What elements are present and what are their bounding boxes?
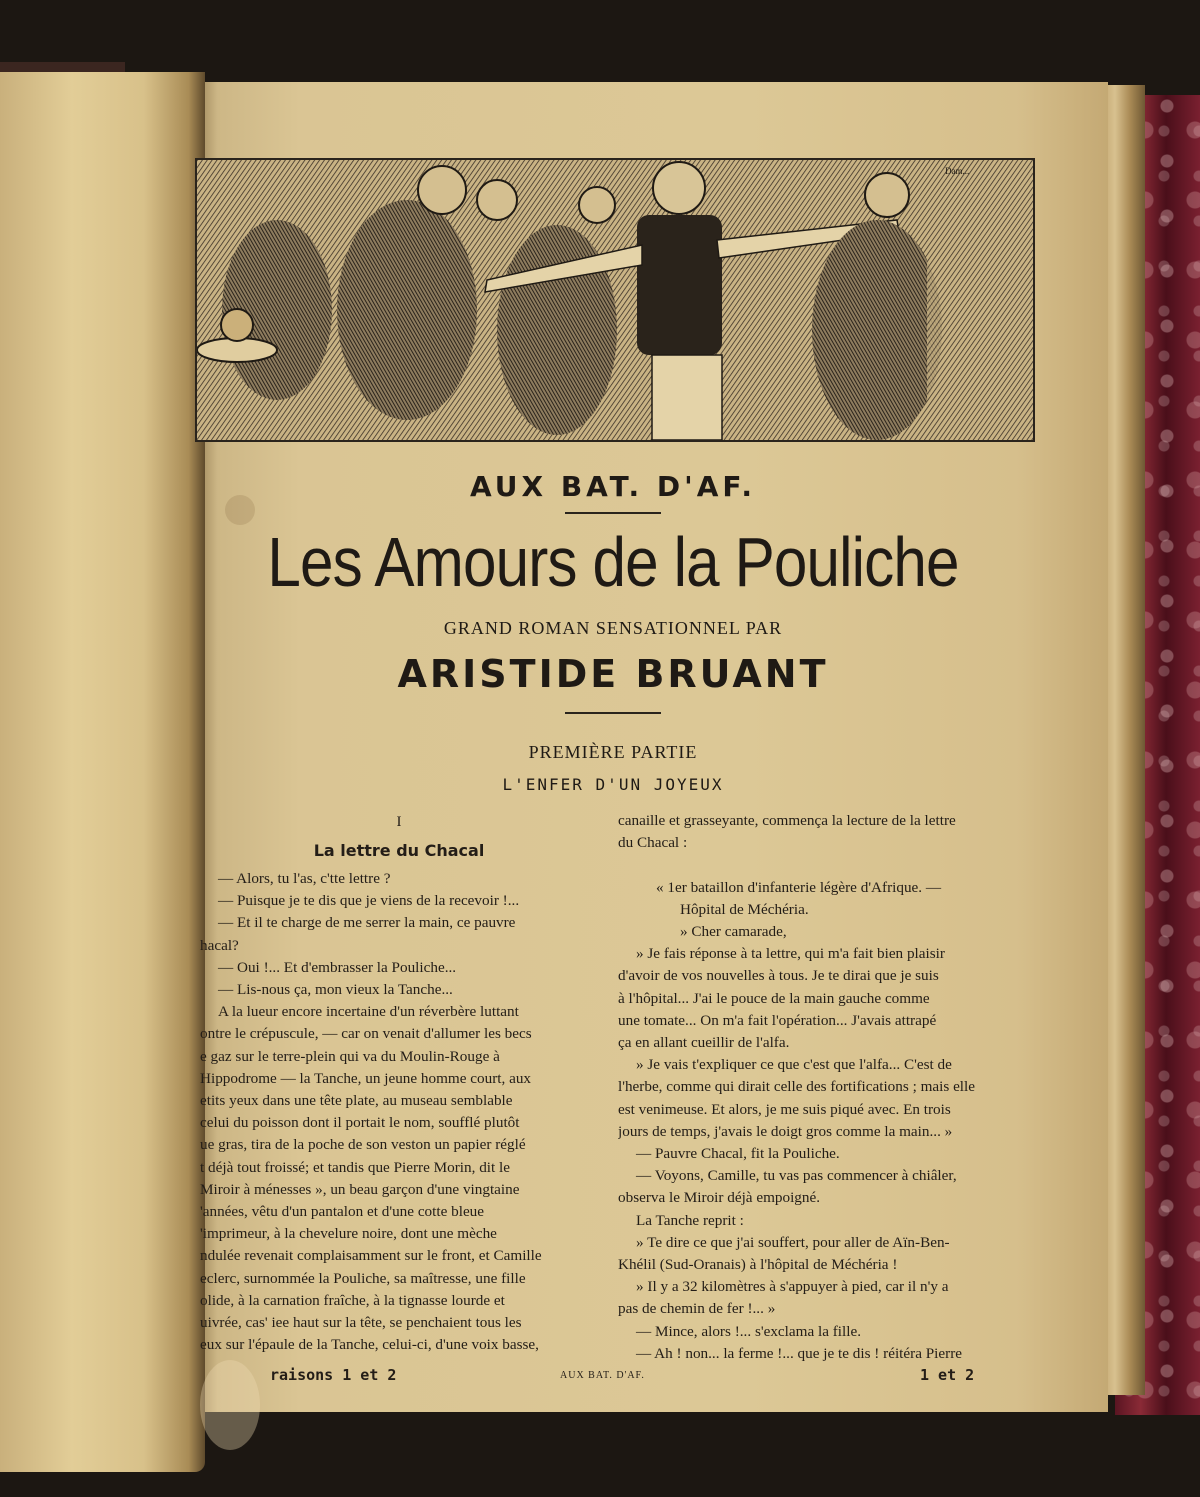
divider-rule (565, 512, 661, 514)
part-heading: PREMIÈRE PARTIE (528, 742, 698, 762)
series-title: AUX BAT. D'AF. (469, 470, 757, 503)
text-line: La Tanche reprit : (636, 1211, 744, 1229)
text-line: 'années, vêtu d'un pantalon et d'une cotte bleue (200, 1203, 485, 1221)
novel-title: Les Amours de la Pouliche (267, 523, 959, 601)
text-line: à l'hôpital... J'ai le pouce de la main gauche comme (618, 989, 930, 1007)
text-line: eux sur l'épaule de la Tanche, celui-ci, d'une voix basse, (200, 1336, 539, 1354)
text-line: celui du poisson dont il portait le nom, soufflé plutôt (200, 1114, 520, 1132)
text-line: l'herbe, comme qui dirait celle des fortifications ; mais elle (618, 1078, 975, 1096)
text-line: ontre le crépuscule, — car on venait d'allumer les becs (200, 1025, 532, 1043)
text-line: jours de temps, j'avais le doigt gros comme la main... » (618, 1122, 953, 1140)
text-line: — Pauvre Chacal, fit la Pouliche. (636, 1145, 840, 1163)
text-line: ndulée revenait complaisamment sur le front, et Camille (200, 1247, 542, 1265)
left-page (0, 72, 205, 1472)
engraving-illustration (195, 158, 1035, 442)
text-line: hacal? (200, 936, 239, 954)
text-line: observa le Miroir déjà empoigné. (618, 1189, 821, 1207)
text-line: d'avoir de vos nouvelles à tous. Je te dirai que je suis (618, 967, 939, 985)
part-title: L'ENFER D'UN JOYEUX (502, 775, 724, 794)
text-line: canaille et grasseyante, commença la lecture de la lettre (618, 812, 956, 829)
chapter-number: I (396, 814, 402, 830)
text-line: — Ah ! non... la ferme !... que je te dis ! réitéra Pierre (636, 1344, 962, 1362)
text-line: une tomate... On m'a fait l'opération... J'avais attrapé (618, 1011, 937, 1029)
text-line: Hôpital de Méchéria. (680, 900, 809, 918)
text-line: eclerc, surnommée la Pouliche, sa maîtresse, une fille (200, 1269, 526, 1287)
text-column-right (618, 810, 1030, 1365)
text-line: — Oui !... Et d'embrasser la Pouliche... (218, 958, 457, 976)
text-line: ue gras, tira de la poche de son veston un papier réglé (200, 1136, 526, 1154)
text-line: etits yeux dans une tête plate, au museau semblable (200, 1092, 513, 1110)
text-line: Khélil (Sud-Oranais) à l'hôpital de Méchéria ! (618, 1256, 898, 1274)
text-line: e gaz sur le terre-plein qui va du Moulin-Rouge à (200, 1047, 500, 1065)
text-line: — Puisque je te dis que je viens de la recevoir !... (218, 892, 520, 910)
subtitle: GRAND ROMAN SENSATIONNEL PAR (443, 618, 783, 638)
text-line: » Je vais t'expliquer ce que c'est que l'alfa... C'est de (636, 1056, 952, 1074)
footer-center: AUX BAT. D'AF. (560, 1370, 645, 1381)
text-line: — Voyons, Camille, tu vas pas commencer à chiâler, (636, 1167, 957, 1185)
chapter-title: La lettre du Chacal (313, 841, 485, 860)
text-line: A la lueur encore incertaine d'un réverbère luttant (218, 1003, 519, 1021)
text-line: Hippodrome — la Tanche, un jeune homme court, aux (200, 1069, 532, 1087)
text-line: — Mince, alors !... s'exclama la fille. (636, 1322, 861, 1340)
torn-corner (200, 1360, 260, 1450)
divider-rule (565, 712, 661, 714)
text-line: ça en allant cueillir de l'alfa. (618, 1034, 790, 1052)
text-line: uivrée, cas' iee haut sur la tête, se penchaient tous les (200, 1314, 522, 1332)
text-line: « 1er bataillon d'infanterie légère d'Afrique. — (656, 878, 942, 896)
text-line: » Je fais réponse à ta lettre, qui m'a fait bien plaisir (636, 945, 945, 963)
author-name: ARISTIDE BRUANT (397, 652, 829, 696)
footer-right: 1 et 2 (920, 1366, 975, 1384)
text-line: — Et il te charge de me serrer la main, ce pauvre (218, 914, 516, 932)
text-line: olide, à la carnation fraîche, à la tignasse lourde et (200, 1291, 505, 1309)
text-line: pas de chemin de fer !... » (618, 1300, 776, 1318)
footer-left: raisons 1 et 2 (270, 1366, 397, 1384)
text-line: — Lis-nous ça, mon vieux la Tanche... (218, 981, 453, 999)
text-line: » Cher camarade, (680, 923, 787, 941)
text-line: t déjà tout froissé; et tandis que Pierre Morin, dit le (200, 1158, 511, 1176)
text-line: est venimeuse. Et alors, je me suis piqué avec. En trois (618, 1100, 951, 1118)
illustration-signature: Dam... (945, 166, 970, 176)
text-line: Miroir à ménesses », un beau garçon d'une vingtaine (200, 1180, 520, 1198)
text-line: » Il y a 32 kilomètres à s'appuyer à pied, car il n'y a (636, 1278, 949, 1296)
text-line: 'imprimeur, à la chevelure noire, dont une mèche (200, 1225, 497, 1243)
text-line: » Te dire ce que j'ai souffert, pour aller de Aïn-Ben- (636, 1233, 950, 1251)
text-line: — Alors, tu l'as, c'tte lettre ? (218, 870, 391, 887)
text-line: du Chacal : (618, 834, 688, 852)
text-line (618, 854, 1030, 876)
text-column-left (200, 810, 598, 1356)
